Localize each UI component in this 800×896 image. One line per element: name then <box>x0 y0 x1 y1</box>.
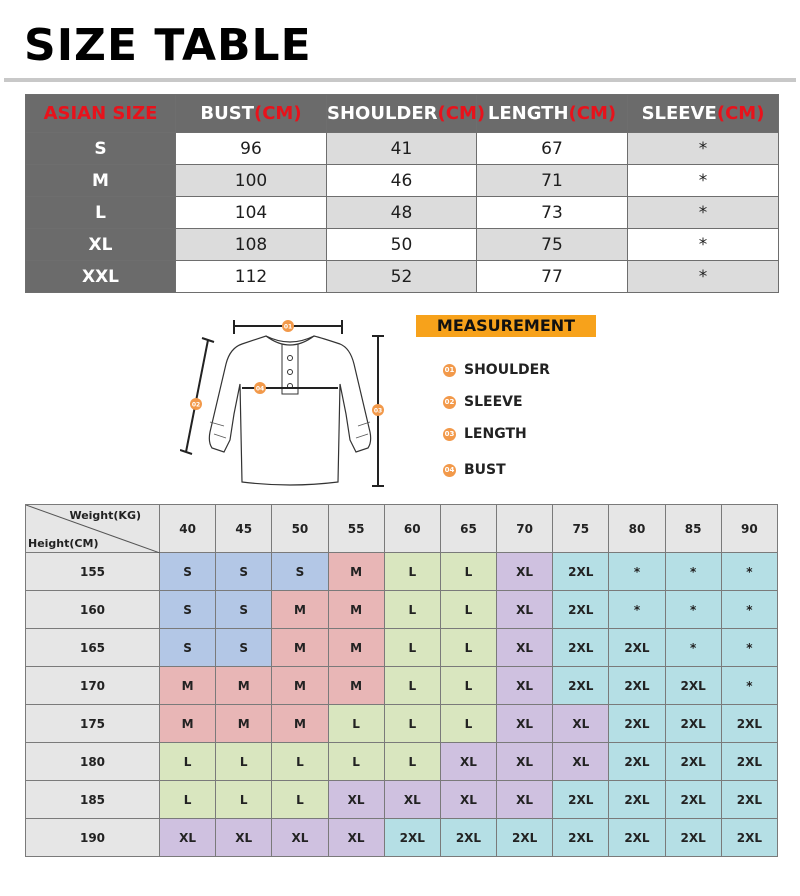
size-recommendation-cell: L <box>272 781 328 819</box>
legend-label: SLEEVE <box>464 394 523 410</box>
height-label: 175 <box>26 705 160 743</box>
weight-header-cell: 55 <box>328 505 384 553</box>
size-recommendation-cell: S <box>160 629 216 667</box>
size-recommendation-cell: 2XL <box>553 667 609 705</box>
size-recommendation-cell: XL <box>160 819 216 857</box>
size-value-cell: * <box>628 197 779 229</box>
size-recommendation-cell: XL <box>328 781 384 819</box>
height-label: 155 <box>26 553 160 591</box>
weight-header-row <box>26 505 778 553</box>
header-label: LENGTH <box>487 103 569 124</box>
size-recommendation-cell: XL <box>497 781 553 819</box>
size-recommendation-cell: L <box>272 743 328 781</box>
size-recommendation-cell: L <box>384 591 440 629</box>
size-recommendation-cell: 2XL <box>384 819 440 857</box>
measurement-title: MEASUREMENT <box>416 315 596 337</box>
size-recommendation-cell: M <box>272 667 328 705</box>
size-recommendation-cell: XL <box>440 781 496 819</box>
size-recommendation-cell: M <box>216 705 272 743</box>
size-recommendation-cell: L <box>160 743 216 781</box>
size-recommendation-cell: M <box>328 591 384 629</box>
size-recommendation-cell: M <box>160 667 216 705</box>
size-recommendation-cell: XL <box>440 743 496 781</box>
size-value-cell: 100 <box>176 165 327 197</box>
weight-header-cell: 75 <box>553 505 609 553</box>
size-value-cell: * <box>628 261 779 293</box>
size-recommendation-cell: * <box>721 629 777 667</box>
height-label: 170 <box>26 667 160 705</box>
size-recommendation-cell: M <box>328 629 384 667</box>
weight-header-cell: 65 <box>440 505 496 553</box>
size-recommendation-cell: L <box>440 629 496 667</box>
size-recommendation-cell: XL <box>497 553 553 591</box>
height-row <box>26 781 778 819</box>
shirt-marker-01: 01 <box>283 323 293 331</box>
size-recommendation-cell: L <box>384 743 440 781</box>
number-badge-icon: 04 <box>443 464 456 477</box>
size-label: S <box>26 133 176 165</box>
size-recommendation-cell: M <box>272 591 328 629</box>
size-recommendation-cell: S <box>272 553 328 591</box>
size-recommendation-cell: L <box>440 553 496 591</box>
size-recommendation-cell: 2XL <box>665 667 721 705</box>
size-value-cell: 104 <box>176 197 327 229</box>
size-value-cell: 48 <box>327 197 477 229</box>
height-row <box>26 819 778 857</box>
size-recommendation-cell: XL <box>497 591 553 629</box>
size-recommendation-cell: S <box>216 629 272 667</box>
size-recommendation-cell: L <box>328 743 384 781</box>
size-recommendation-cell: L <box>440 591 496 629</box>
legend-sleeve <box>443 394 523 410</box>
size-recommendation-cell: L <box>384 667 440 705</box>
page-title: SIZE TABLE <box>24 20 312 71</box>
height-label: 185 <box>26 781 160 819</box>
size-recommendation-cell: L <box>384 705 440 743</box>
size-recommendation-cell: S <box>160 591 216 629</box>
size-recommendation-cell: 2XL <box>553 781 609 819</box>
size-value-cell: 73 <box>477 197 628 229</box>
height-label: 165 <box>26 629 160 667</box>
height-label: 160 <box>26 591 160 629</box>
size-recommendation-cell: 2XL <box>721 781 777 819</box>
size-recommendation-cell: * <box>665 553 721 591</box>
size-recommendation-cell: 2XL <box>553 819 609 857</box>
weight-height-table <box>25 504 778 857</box>
size-recommendation-cell: 2XL <box>553 629 609 667</box>
header-unit: (CM) <box>568 103 617 124</box>
legend-bust <box>443 462 506 478</box>
size-recommendation-cell: * <box>721 667 777 705</box>
size-label: L <box>26 197 176 229</box>
header-sleeve <box>628 95 779 133</box>
size-recommendation-cell: XL <box>497 743 553 781</box>
size-recommendation-cell: 2XL <box>440 819 496 857</box>
height-row <box>26 591 778 629</box>
size-value-cell: 41 <box>327 133 477 165</box>
title-divider <box>4 78 796 82</box>
weight-header-cell: 70 <box>497 505 553 553</box>
size-recommendation-cell: 2XL <box>665 819 721 857</box>
size-value-cell: 112 <box>176 261 327 293</box>
weight-header-cell: 90 <box>721 505 777 553</box>
height-row <box>26 705 778 743</box>
legend-length <box>443 426 527 442</box>
size-recommendation-cell: XL <box>553 743 609 781</box>
size-recommendation-cell: M <box>160 705 216 743</box>
size-value-cell: * <box>628 133 779 165</box>
shirt-marker-03: 03 <box>373 407 383 415</box>
size-recommendation-cell: 2XL <box>721 743 777 781</box>
size-row <box>26 133 779 165</box>
size-row <box>26 229 779 261</box>
size-value-cell: 96 <box>176 133 327 165</box>
size-recommendation-cell: L <box>216 781 272 819</box>
weight-header-cell: 80 <box>609 505 665 553</box>
header-label: SLEEVE <box>641 103 717 124</box>
size-row <box>26 165 779 197</box>
size-recommendation-cell: 2XL <box>609 781 665 819</box>
weight-axis-label: Weight(KG) <box>69 509 141 522</box>
size-recommendation-cell: M <box>328 667 384 705</box>
weight-header-cell: 45 <box>216 505 272 553</box>
size-recommendation-cell: 2XL <box>665 781 721 819</box>
number-badge-icon: 02 <box>443 396 456 409</box>
size-recommendation-cell: 2XL <box>553 591 609 629</box>
size-recommendation-cell: M <box>272 629 328 667</box>
legend-label: LENGTH <box>464 426 527 442</box>
legend-label: BUST <box>464 462 506 478</box>
size-recommendation-cell: L <box>160 781 216 819</box>
size-recommendation-cell: M <box>216 667 272 705</box>
size-recommendation-cell: L <box>384 629 440 667</box>
size-value-cell: 71 <box>477 165 628 197</box>
size-recommendation-cell: 2XL <box>609 705 665 743</box>
header-asian-size <box>26 95 176 133</box>
size-label: XL <box>26 229 176 261</box>
size-recommendation-cell: 2XL <box>553 553 609 591</box>
size-recommendation-cell: 2XL <box>665 705 721 743</box>
size-value-cell: 108 <box>176 229 327 261</box>
weight-header-cell: 60 <box>384 505 440 553</box>
size-recommendation-cell: 2XL <box>665 743 721 781</box>
size-recommendation-cell: L <box>216 743 272 781</box>
height-label: 180 <box>26 743 160 781</box>
size-table-header-row <box>26 95 779 133</box>
legend-shoulder <box>443 362 550 378</box>
size-recommendation-cell: * <box>665 629 721 667</box>
size-recommendation-cell: 2XL <box>609 819 665 857</box>
size-row <box>26 197 779 229</box>
height-row <box>26 629 778 667</box>
size-value-cell: 50 <box>327 229 477 261</box>
height-label: 190 <box>26 819 160 857</box>
size-value-cell: 52 <box>327 261 477 293</box>
size-recommendation-cell: * <box>721 553 777 591</box>
size-value-cell: 77 <box>477 261 628 293</box>
shirt-marker-04: 04 <box>255 385 265 393</box>
size-value-cell: * <box>628 165 779 197</box>
size-recommendation-cell: 2XL <box>609 629 665 667</box>
header-label: BUST <box>200 103 254 124</box>
header-label: ASIAN SIZE <box>43 103 158 124</box>
size-recommendation-cell: 2XL <box>609 743 665 781</box>
size-value-cell: 67 <box>477 133 628 165</box>
size-value-cell: 75 <box>477 229 628 261</box>
weight-header-cell: 85 <box>665 505 721 553</box>
header-length <box>477 95 628 133</box>
height-row <box>26 667 778 705</box>
size-recommendation-cell: * <box>609 591 665 629</box>
header-unit: (CM) <box>437 103 486 124</box>
size-recommendation-cell: L <box>384 553 440 591</box>
size-row <box>26 261 779 293</box>
size-recommendation-cell: XL <box>384 781 440 819</box>
number-badge-icon: 01 <box>443 364 456 377</box>
size-label: M <box>26 165 176 197</box>
height-row <box>26 743 778 781</box>
size-recommendation-cell: S <box>160 553 216 591</box>
shirt-marker-02: 02 <box>191 401 201 409</box>
weight-header-cell: 40 <box>160 505 216 553</box>
weight-header-cell: 50 <box>272 505 328 553</box>
size-recommendation-cell: 2XL <box>721 705 777 743</box>
shirt-illustration <box>180 314 400 494</box>
header-label: SHOULDER <box>327 103 438 124</box>
size-recommendation-cell: L <box>328 705 384 743</box>
size-recommendation-cell: L <box>440 705 496 743</box>
size-recommendation-cell: XL <box>497 629 553 667</box>
size-recommendation-cell: XL <box>553 705 609 743</box>
header-bust <box>176 95 327 133</box>
header-shoulder <box>327 95 486 133</box>
number-badge-icon: 03 <box>443 428 456 441</box>
height-row <box>26 553 778 591</box>
size-recommendation-cell: * <box>665 591 721 629</box>
size-recommendation-cell: 2XL <box>497 819 553 857</box>
size-recommendation-cell: XL <box>216 819 272 857</box>
size-table <box>25 94 779 293</box>
size-recommendation-cell: L <box>440 667 496 705</box>
height-axis-label: Height(CM) <box>28 537 99 550</box>
size-recommendation-cell: * <box>609 553 665 591</box>
size-recommendation-cell: 2XL <box>721 819 777 857</box>
size-value-cell: * <box>628 229 779 261</box>
header-unit: (CM) <box>716 103 765 124</box>
size-recommendation-cell: XL <box>272 819 328 857</box>
size-recommendation-cell: XL <box>328 819 384 857</box>
size-recommendation-cell: M <box>328 553 384 591</box>
size-recommendation-cell: XL <box>497 705 553 743</box>
size-value-cell: 46 <box>327 165 477 197</box>
header-unit: (CM) <box>254 103 302 124</box>
size-recommendation-cell: 2XL <box>609 667 665 705</box>
size-recommendation-cell: * <box>721 591 777 629</box>
size-recommendation-cell: XL <box>497 667 553 705</box>
size-recommendation-cell: S <box>216 591 272 629</box>
legend-label: SHOULDER <box>464 362 550 378</box>
size-recommendation-cell: S <box>216 553 272 591</box>
size-recommendation-cell: M <box>272 705 328 743</box>
table-corner-cell <box>26 505 160 553</box>
size-label: XXL <box>26 261 176 293</box>
